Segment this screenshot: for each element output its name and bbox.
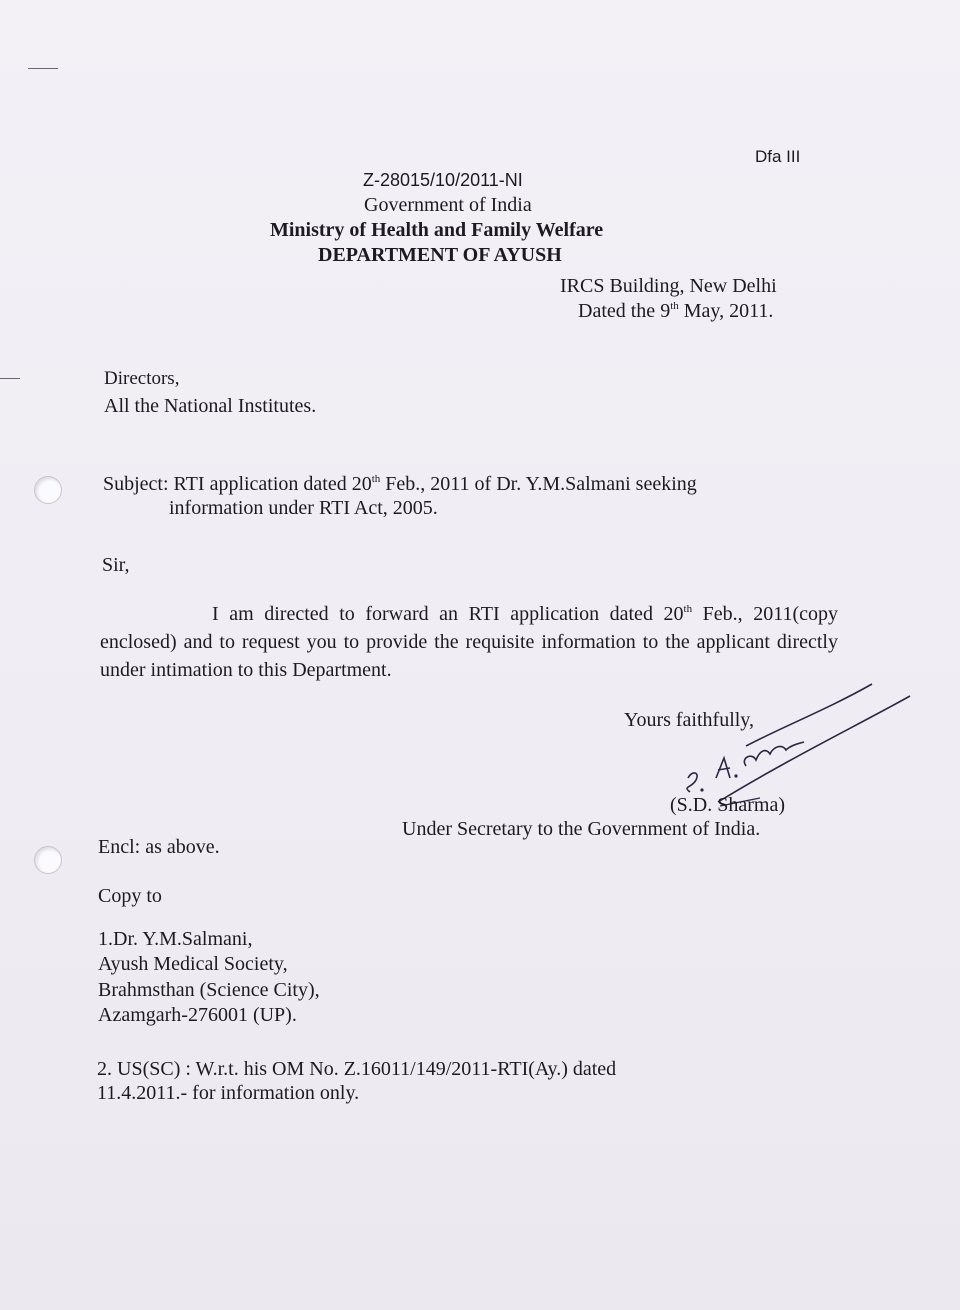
recipient-title: Directors,: [104, 368, 180, 389]
margin-mark: [28, 68, 58, 69]
copy-recipient-line: 1.Dr. Y.M.Salmani,: [98, 928, 253, 950]
copy-to-heading: Copy to: [98, 885, 162, 907]
body-paragraph: I am directed to forward an RTI application dated 20th Feb., 2011(copy enclosed) and to request you to provide the requisite information to the applicant directly under intimation to this Department.: [100, 603, 839, 681]
punch-hole: [34, 476, 62, 504]
subject-line: Subject: RTI application dated 20th Feb., 2011 of Dr. Y.M.Salmani seeking: [103, 473, 697, 495]
office-address: IRCS Building, New Delhi: [560, 275, 777, 297]
copy-recipient-line: Brahmsthan (Science City),: [98, 979, 320, 1001]
signatory-name: (S.D. Sharma): [670, 794, 785, 816]
signatory-designation: Under Secretary to the Government of India.: [402, 818, 761, 840]
file-number: Z-28015/10/2011-NI: [363, 170, 523, 190]
government-line: Government of India: [364, 194, 532, 216]
department-name: DEPARTMENT OF AYUSH: [318, 244, 562, 266]
salutation: Sir,: [102, 554, 130, 576]
punch-hole: [34, 846, 62, 874]
recipient-org: All the National Institutes.: [104, 395, 317, 417]
copy-recipient-line: Ayush Medical Society,: [98, 953, 288, 975]
copy-item-2: 2. US(SC) : W.r.t. his OM No. Z.16011/149/2011-RTI(Ay.) dated: [97, 1058, 617, 1080]
valediction: Yours faithfully,: [624, 709, 755, 731]
margin-mark: [0, 378, 20, 379]
copy-recipient-line: Azamgarh-276001 (UP).: [98, 1004, 297, 1026]
letter-date: Dated the 9th May, 2011.: [578, 300, 774, 322]
document-tag: Dfa III: [755, 147, 801, 166]
subject-line-2: information under RTI Act, 2005.: [169, 497, 438, 519]
enclosure-note: Encl: as above.: [98, 836, 220, 858]
copy-item-2-line-2: 11.4.2011.- for information only.: [97, 1082, 360, 1104]
ministry-name: Ministry of Health and Family Welfare: [270, 219, 604, 241]
